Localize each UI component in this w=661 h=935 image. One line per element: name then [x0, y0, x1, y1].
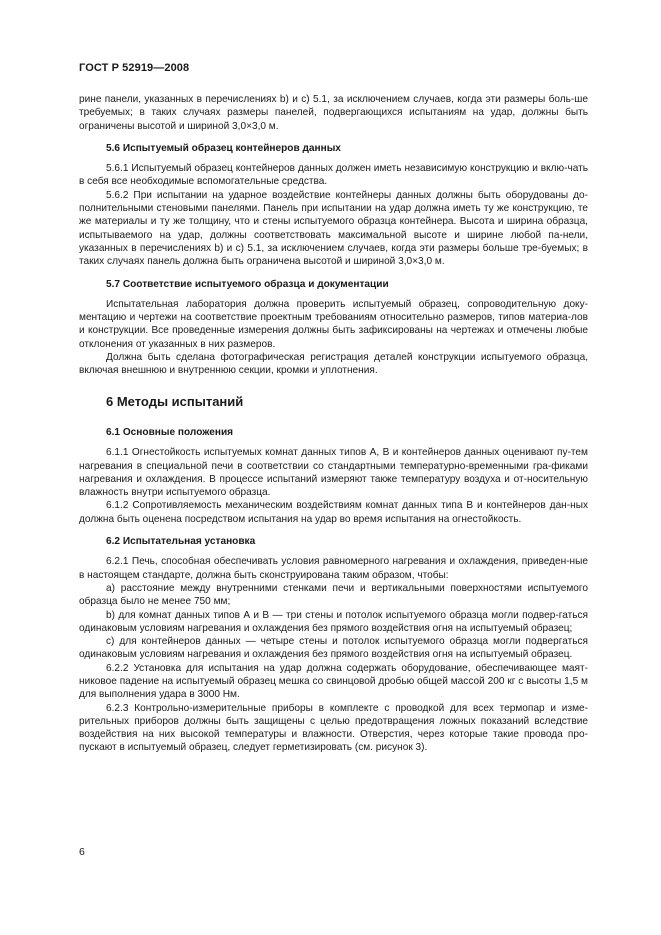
- list-item: b) для комнат данных типов А и В — три стены и потолок испытуемого образца могли подвер-гаться одинаковым условиям нагревания и охлаждения без прямого воздействия огня на испытуемый образец;: [79, 609, 588, 634]
- paragraph: 6.1.2 Сопротивляемость механическим воздействиям комнат данных типа В и контейнеров дан-ных должна быть оценена посредством испытания на удар во время испытания на огнестойкость.: [79, 500, 588, 525]
- paragraph: 5.6.2 При испытании на ударное воздействие контейнеры данных должны быть оборудованы до-полнительными стеновыми панелями. Панель при испытании на удар должна иметь ту же конструкцию, те же материалы и ту же толщину, что и стены испытуемого образца контейнера. Высота и ширина образца, испытываемого на удар, должны соответствовать максимальной высоте и ширине любой па-нели, указанных в перечислениях b) и с) 5.1, за исключением случаев, когда эти размеры больше тре-буемых; в таких случаях панель должна быть ограничена высотой и шириной 3,0×3,0 м.: [79, 189, 588, 268]
- paragraph: 6.2.1 Печь, способная обеспечивать условия равномерного нагревания и охлаждения, приведен-ные в настоящем стандарте, должна быть сконструирована таким образом, чтобы:: [79, 556, 588, 581]
- paragraph: 6.2.3 Контрольно-измерительные приборы в комплекте с проводкой для всех термопар и изме-рительных приборов должны быть защищены с целью предотвращения ложных показаний вследствие воздействия на них высокой температуры и влажности. Отверстия, через которые такие провода про-пускают в испытуемый образец, следует герметизировать (см. рисунок 3).: [79, 702, 588, 754]
- section-heading-6-2: 6.2 Испытательная установка: [106, 536, 256, 548]
- section-heading-6-1: 6.1 Основные положения: [106, 426, 234, 438]
- document-body: [79, 93, 588, 755]
- section-heading-5-6: 5.6 Испытуемый образец контейнеров данных: [106, 142, 341, 154]
- paragraph: 5.6.1 Испытуемый образец контейнеров данных должен иметь независимую конструкцию и вклю-чать в себя все необходимые вспомогательные средства.: [79, 163, 588, 188]
- list-item: а) расстояние между внутренними стенками печи и вертикальными поверхностями испытуемого образца было не менее 750 мм;: [79, 582, 588, 608]
- paragraph: Испытательная лаборатория должна проверить испытуемый образец, сопроводительную доку-ментацию и чертежи на соответствие проектным требованиям относительно размеров, типов материа-лов и конструкции. Все проведенные измерения должны быть зафиксированы на чертежах и отмечены любые отклонения от указанных в них размеров.: [79, 298, 588, 350]
- document-header: ГОСТ Р 52919—2008: [79, 62, 190, 74]
- paragraph: Должна быть сделана фотографическая регистрация деталей конструкции испытуемого образца, включая внешнюю и внутреннюю секции, кромки и уплотнения.: [79, 352, 588, 377]
- section-heading-5-7: 5.7 Соответствие испытуемого образца и документации: [106, 278, 389, 290]
- paragraph: 6.1.1 Огнестойкость испытуемых комнат данных типов А, В и контейнеров данных оценивают пу-тем нагревания в специальной печи в соответствии со стандартными температурно-временными гра-фиками нагревания и охлаждения. В процессе испытаний измеряют также температуру воздуха и от-носительную влажность внутри испытуемого образца.: [79, 447, 588, 499]
- chapter-heading-6: 6 Методы испытаний: [106, 393, 244, 409]
- paragraph: рине панели, указанных в перечислениях b) и с) 5.1, за исключением случаев, когда эти размеры боль-ше требуемых; в таких случаях размеры панелей, подвергающихся испытаниям на удар, должны быть ограничены высотой и шириной 3,0×3,0 м.: [79, 94, 588, 132]
- paragraph: 6.2.2 Установка для испытания на удар должна содержать оборудование, обеспечивающее маят-никовое падение на испытуемый образец мешка со свинцовой дробью общей массой 200 кг с высоты 1,5 м для выполнения удара в 3000 Нм.: [79, 662, 588, 701]
- page-number: 6: [79, 846, 85, 858]
- list-item: с) для контейнеров данных — четыре стены и потолок испытуемого образца могли подвергаться одинаковым условиям нагревания и охлаждения без прямого воздействия огня на испытуемый образец.: [79, 636, 588, 661]
